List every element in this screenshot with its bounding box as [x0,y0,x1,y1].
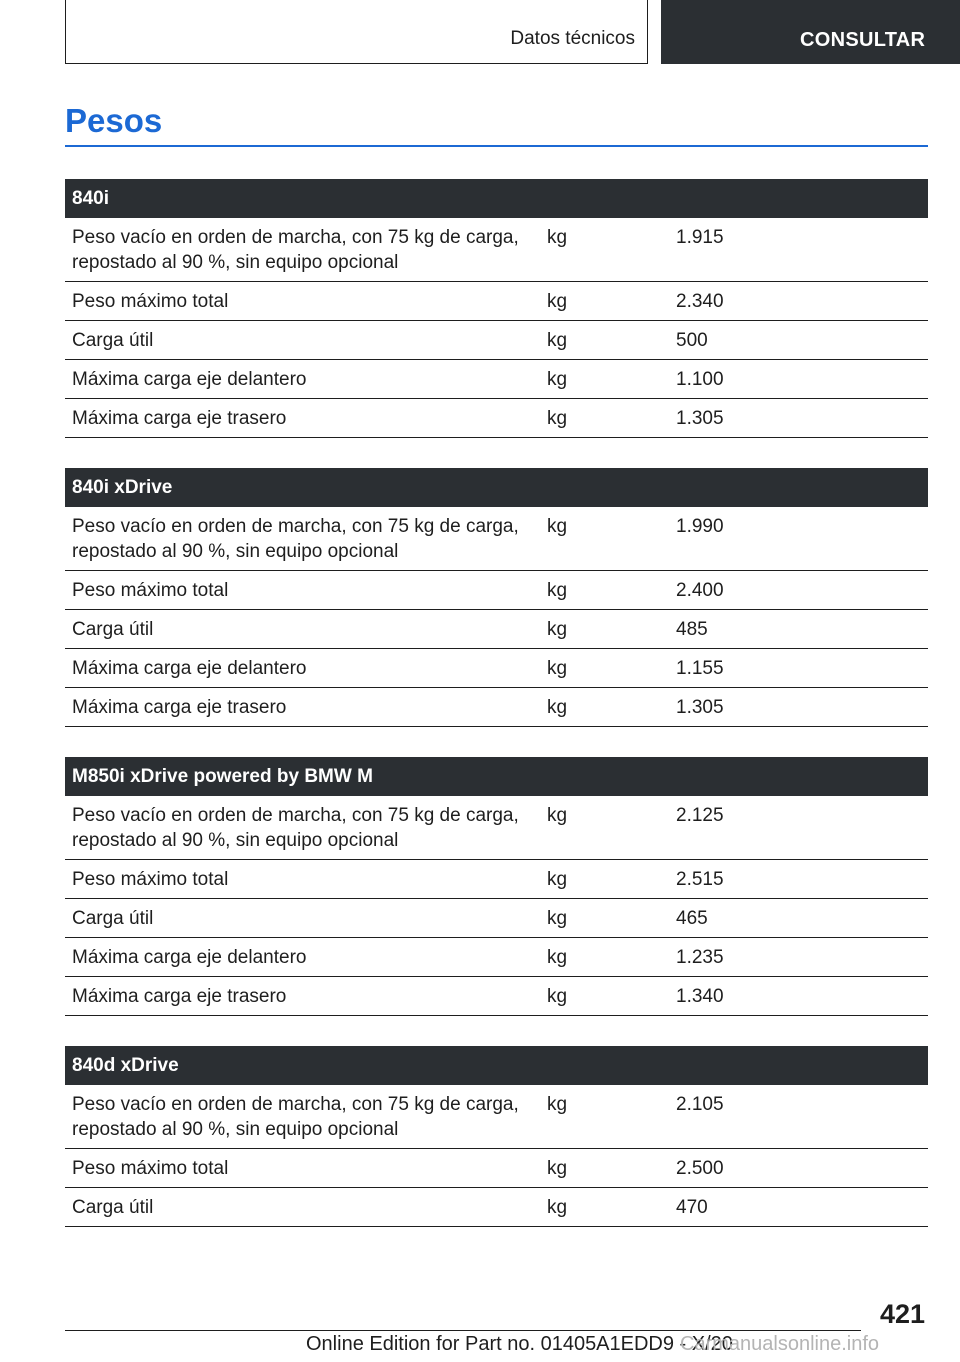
page-title: Pesos [65,102,163,139]
spec-unit: kg [540,899,669,938]
spec-value: 2.500 [669,1149,928,1188]
spec-label: Carga útil [65,610,540,649]
spec-label: Peso vacío en orden de marcha, con 75 kg de carga, repostado al 90 %, sin equipo opcional [65,507,540,571]
spec-unit: kg [540,571,669,610]
spec-label: Peso vacío en orden de marcha, con 75 kg de carga, repostado al 90 %, sin equipo opcional [65,1085,540,1149]
spec-value: 485 [669,610,928,649]
spec-unit: kg [540,688,669,727]
page-number: 421 [880,1299,926,1329]
spec-unit: kg [540,507,669,571]
table-row [65,649,928,688]
spec-unit: kg [540,218,669,282]
spec-value: 1.305 [669,399,928,438]
spec-label: Peso vacío en orden de marcha, con 75 kg de carga, repostado al 90 %, sin equipo opcional [65,218,540,282]
spec-unit: kg [540,796,669,860]
spec-unit: kg [540,610,669,649]
footer-divider [65,1330,861,1331]
spec-label: Peso máximo total [65,860,540,899]
spec-value: 2.340 [669,282,928,321]
weights-table [65,468,928,727]
header-section-title: Datos técnicos [510,28,635,49]
spec-value: 500 [669,321,928,360]
spec-value: 1.235 [669,938,928,977]
spec-unit: kg [540,977,669,1016]
weights-table [65,1046,928,1227]
table-row [65,899,928,938]
spec-value: 2.105 [669,1085,928,1149]
spec-unit: kg [540,360,669,399]
model-header: 840d xDrive [65,1046,928,1085]
spec-label: Máxima carga eje trasero [65,688,540,727]
spec-unit: kg [540,399,669,438]
spec-value: 1.990 [669,507,928,571]
spec-unit: kg [540,1188,669,1227]
spec-value: 1.155 [669,649,928,688]
table-row [65,938,928,977]
spec-label: Peso máximo total [65,1149,540,1188]
spec-unit: kg [540,649,669,688]
table-row [65,860,928,899]
table-row [65,1149,928,1188]
table-row [65,977,928,1016]
spec-label: Máxima carga eje delantero [65,938,540,977]
spec-value: 1.915 [669,218,928,282]
spec-label: Peso máximo total [65,571,540,610]
table-row [65,399,928,438]
model-header: 840i [65,179,928,218]
spec-label: Carga útil [65,1188,540,1227]
spec-value: 1.100 [669,360,928,399]
title-divider [65,145,928,147]
table-row [65,610,928,649]
spec-value: 470 [669,1188,928,1227]
weights-tables [65,179,928,1257]
spec-value: 1.340 [669,977,928,1016]
table-row [65,1085,928,1149]
spec-value: 2.125 [669,796,928,860]
spec-label: Máxima carga eje trasero [65,399,540,438]
spec-value: 1.305 [669,688,928,727]
spec-label: Máxima carga eje trasero [65,977,540,1016]
table-row [65,282,928,321]
footer-watermark: Carmanualsonline.info [680,1333,880,1355]
spec-unit: kg [540,860,669,899]
spec-label: Carga útil [65,321,540,360]
weights-table [65,179,928,438]
table-row [65,507,928,571]
spec-value: 2.400 [669,571,928,610]
table-row [65,218,928,282]
spec-unit: kg [540,282,669,321]
spec-unit: kg [540,938,669,977]
table-row [65,571,928,610]
spec-label: Máxima carga eje delantero [65,360,540,399]
header-tab-consultar[interactable] [661,0,960,64]
model-header: 840i xDrive [65,468,928,507]
model-header: M850i xDrive powered by BMW M [65,757,928,796]
table-row [65,321,928,360]
spec-value: 2.515 [669,860,928,899]
spec-unit: kg [540,1085,669,1149]
spec-label: Peso vacío en orden de marcha, con 75 kg de carga, repostado al 90 %, sin equipo opcional [65,796,540,860]
header-section-box [65,0,648,64]
table-row [65,688,928,727]
weights-table [65,757,928,1016]
spec-unit: kg [540,321,669,360]
table-row [65,1188,928,1227]
spec-label: Carga útil [65,899,540,938]
table-row [65,796,928,860]
table-row [65,360,928,399]
spec-unit: kg [540,1149,669,1188]
spec-label: Peso máximo total [65,282,540,321]
footer-edition-text: Online Edition for Part no. 01405A1EDD9 - X/20 [306,1333,733,1355]
spec-label: Máxima carga eje delantero [65,649,540,688]
spec-value: 465 [669,899,928,938]
header-tab-label: CONSULTAR [800,29,926,51]
